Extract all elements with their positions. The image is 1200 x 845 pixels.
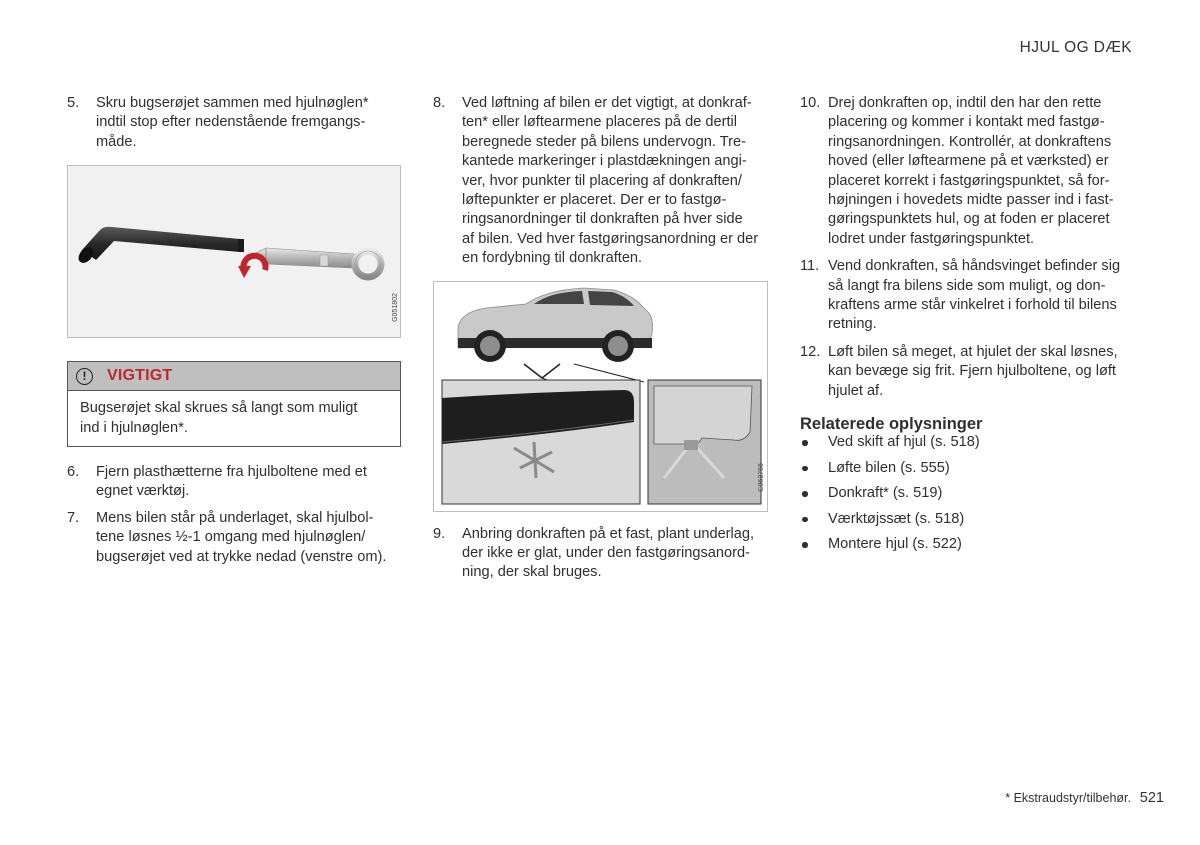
rotate-arrow-icon bbox=[238, 256, 266, 278]
step-line: Løft bilen så meget, at hjulet der skal løsnes, bbox=[828, 343, 1118, 360]
step-line: Fjern plasthætterne fra hjulboltene med et bbox=[96, 464, 367, 481]
jack-point-figure bbox=[433, 281, 768, 512]
step-line: kan bevæge sig frit. Fjern hjulboltene, og løft bbox=[828, 363, 1116, 380]
step-line: lodret under fastgøringspunktet. bbox=[828, 230, 1035, 247]
step-line: Drej donkraften op, indtil den har den rette bbox=[828, 95, 1102, 111]
step-line: ver, hvor punkter til placering af donkraften/ bbox=[462, 172, 742, 189]
step-line: Mens bilen står på underlaget, skal hjulbol- bbox=[96, 509, 374, 526]
step-line: løftepunkter er placeret. Der er to fastgø- bbox=[462, 192, 727, 209]
step-7 bbox=[67, 509, 401, 567]
step-line: så langt fra bilens side som muligt, og don- bbox=[828, 277, 1106, 294]
bullet-icon bbox=[802, 517, 808, 523]
bullet-icon bbox=[802, 466, 808, 472]
step-line: hjulet af. bbox=[828, 382, 884, 399]
related-link-text[interactable]: Donkraft* (s. 519) bbox=[828, 485, 943, 502]
warning-text bbox=[68, 391, 400, 446]
step-line: egnet værktøj. bbox=[96, 483, 190, 500]
car-jack-illustration bbox=[434, 282, 767, 511]
figure-code: G063766 bbox=[758, 462, 766, 492]
related-link-text[interactable]: Ved skift af hjul (s. 518) bbox=[828, 434, 980, 451]
step-line: placering og kommer i kontakt med fastgø- bbox=[828, 114, 1105, 131]
related-info-heading: Relaterede oplysninger bbox=[800, 415, 983, 434]
related-link[interactable] bbox=[800, 430, 1133, 456]
jack-under-sill-detail bbox=[442, 380, 640, 504]
related-link[interactable] bbox=[800, 481, 1133, 507]
figure-code: G051802 bbox=[392, 293, 400, 323]
step-line: der ikke er glat, under den fastgøringsanord- bbox=[462, 545, 750, 562]
bullet-icon bbox=[802, 491, 808, 497]
footnote: * Ekstraudstyr/tilbehør. bbox=[1005, 791, 1131, 805]
step-line: ten* eller løftearmene placeres på de dertil bbox=[462, 114, 737, 131]
step-number: 8. bbox=[433, 95, 446, 111]
step-line: retning. bbox=[828, 316, 877, 333]
related-link-text[interactable]: Værktøjssæt (s. 518) bbox=[828, 510, 965, 527]
step-line: Skru bugserøjet sammen med hjulnøglen* bbox=[96, 95, 369, 111]
step-number: 12. bbox=[800, 343, 821, 360]
related-link[interactable] bbox=[800, 532, 1133, 558]
bullet-icon bbox=[802, 542, 808, 548]
car-icon bbox=[458, 288, 653, 362]
warning-title: VIGTIGT bbox=[107, 367, 173, 385]
step-11 bbox=[800, 257, 1133, 335]
column-right bbox=[800, 94, 1133, 558]
jack-head-detail bbox=[648, 380, 761, 504]
wrench-towing-eye-figure bbox=[67, 165, 401, 338]
column-middle bbox=[433, 94, 769, 583]
step-line: kantede markeringer i plastdækningen angi- bbox=[462, 153, 747, 170]
step-number: 7. bbox=[67, 509, 80, 526]
step-number: 6. bbox=[67, 464, 80, 481]
page-number: 521 bbox=[1139, 790, 1164, 806]
related-link-text[interactable]: Montere hjul (s. 522) bbox=[828, 536, 962, 553]
step-line: ringsanordningen. Kontrollér, at donkraftens bbox=[828, 133, 1112, 150]
step-line: højningen i hovedets midte passer ind i fast- bbox=[828, 192, 1114, 209]
step-line: bugserøjet ved at trykke nedad (venstre om). bbox=[96, 548, 387, 565]
step-line: placeret korrekt i fastgøringspunktet, så for- bbox=[828, 172, 1110, 189]
section-header: HJUL OG DÆK bbox=[1019, 39, 1132, 56]
step-10 bbox=[800, 94, 1133, 249]
step-number: 9. bbox=[433, 525, 446, 542]
wrench-illustration bbox=[68, 166, 400, 337]
step-line: gøringspunktets hul, og at foden er placeret bbox=[828, 211, 1110, 228]
step-number: 5. bbox=[67, 95, 80, 111]
step-5 bbox=[67, 94, 401, 152]
step-line: kraftens arme står vinkelret i forhold til bilens bbox=[828, 297, 1117, 314]
related-link-text[interactable]: Løfte bilen (s. 555) bbox=[828, 459, 950, 476]
column-left bbox=[67, 94, 401, 567]
step-9 bbox=[433, 525, 769, 583]
step-number: 10. bbox=[800, 95, 821, 111]
warning-line: Bugserøjet skal skrues så langt som muligt bbox=[80, 400, 358, 417]
bullet-icon bbox=[802, 440, 808, 446]
step-8 bbox=[433, 94, 769, 269]
step-12 bbox=[800, 343, 1133, 401]
step-number: 11. bbox=[800, 258, 820, 275]
related-link[interactable] bbox=[800, 507, 1133, 533]
warning-box bbox=[67, 361, 401, 447]
step-line: en fordybning til donkraften. bbox=[462, 250, 643, 267]
step-line: Ved løftning af bilen er det vigtigt, at donkraf- bbox=[462, 95, 752, 111]
step-line: ringsanordninger til donkraften på hver side bbox=[462, 211, 743, 228]
step-line: måde. bbox=[96, 133, 137, 150]
warning-line: ind i hjulnøglen*. bbox=[80, 419, 188, 436]
step-line: beregnede steder på bilens undervogn. Tre- bbox=[462, 133, 746, 150]
related-link[interactable] bbox=[800, 456, 1133, 482]
step-line: tene løsnes ½-1 omgang med hjulnøglen/ bbox=[96, 529, 366, 546]
related-info-list bbox=[800, 430, 1133, 558]
step-line: Vend donkraften, så håndsvinget befinder sig bbox=[828, 258, 1121, 275]
step-line: hoved (eller løftearmene på et værksted) er bbox=[828, 153, 1109, 170]
step-line: Anbring donkraften på et fast, plant underlag, bbox=[462, 525, 755, 542]
warning-header bbox=[68, 362, 400, 391]
step-line: ning, der skal bruges. bbox=[462, 564, 602, 581]
step-line: indtil stop efter nedenstående fremgangs- bbox=[96, 114, 366, 131]
step-6 bbox=[67, 463, 401, 502]
step-line: af bilen. Ved hver fastgøringsanordning er der bbox=[462, 230, 759, 247]
exclamation-icon: ! bbox=[76, 368, 93, 385]
